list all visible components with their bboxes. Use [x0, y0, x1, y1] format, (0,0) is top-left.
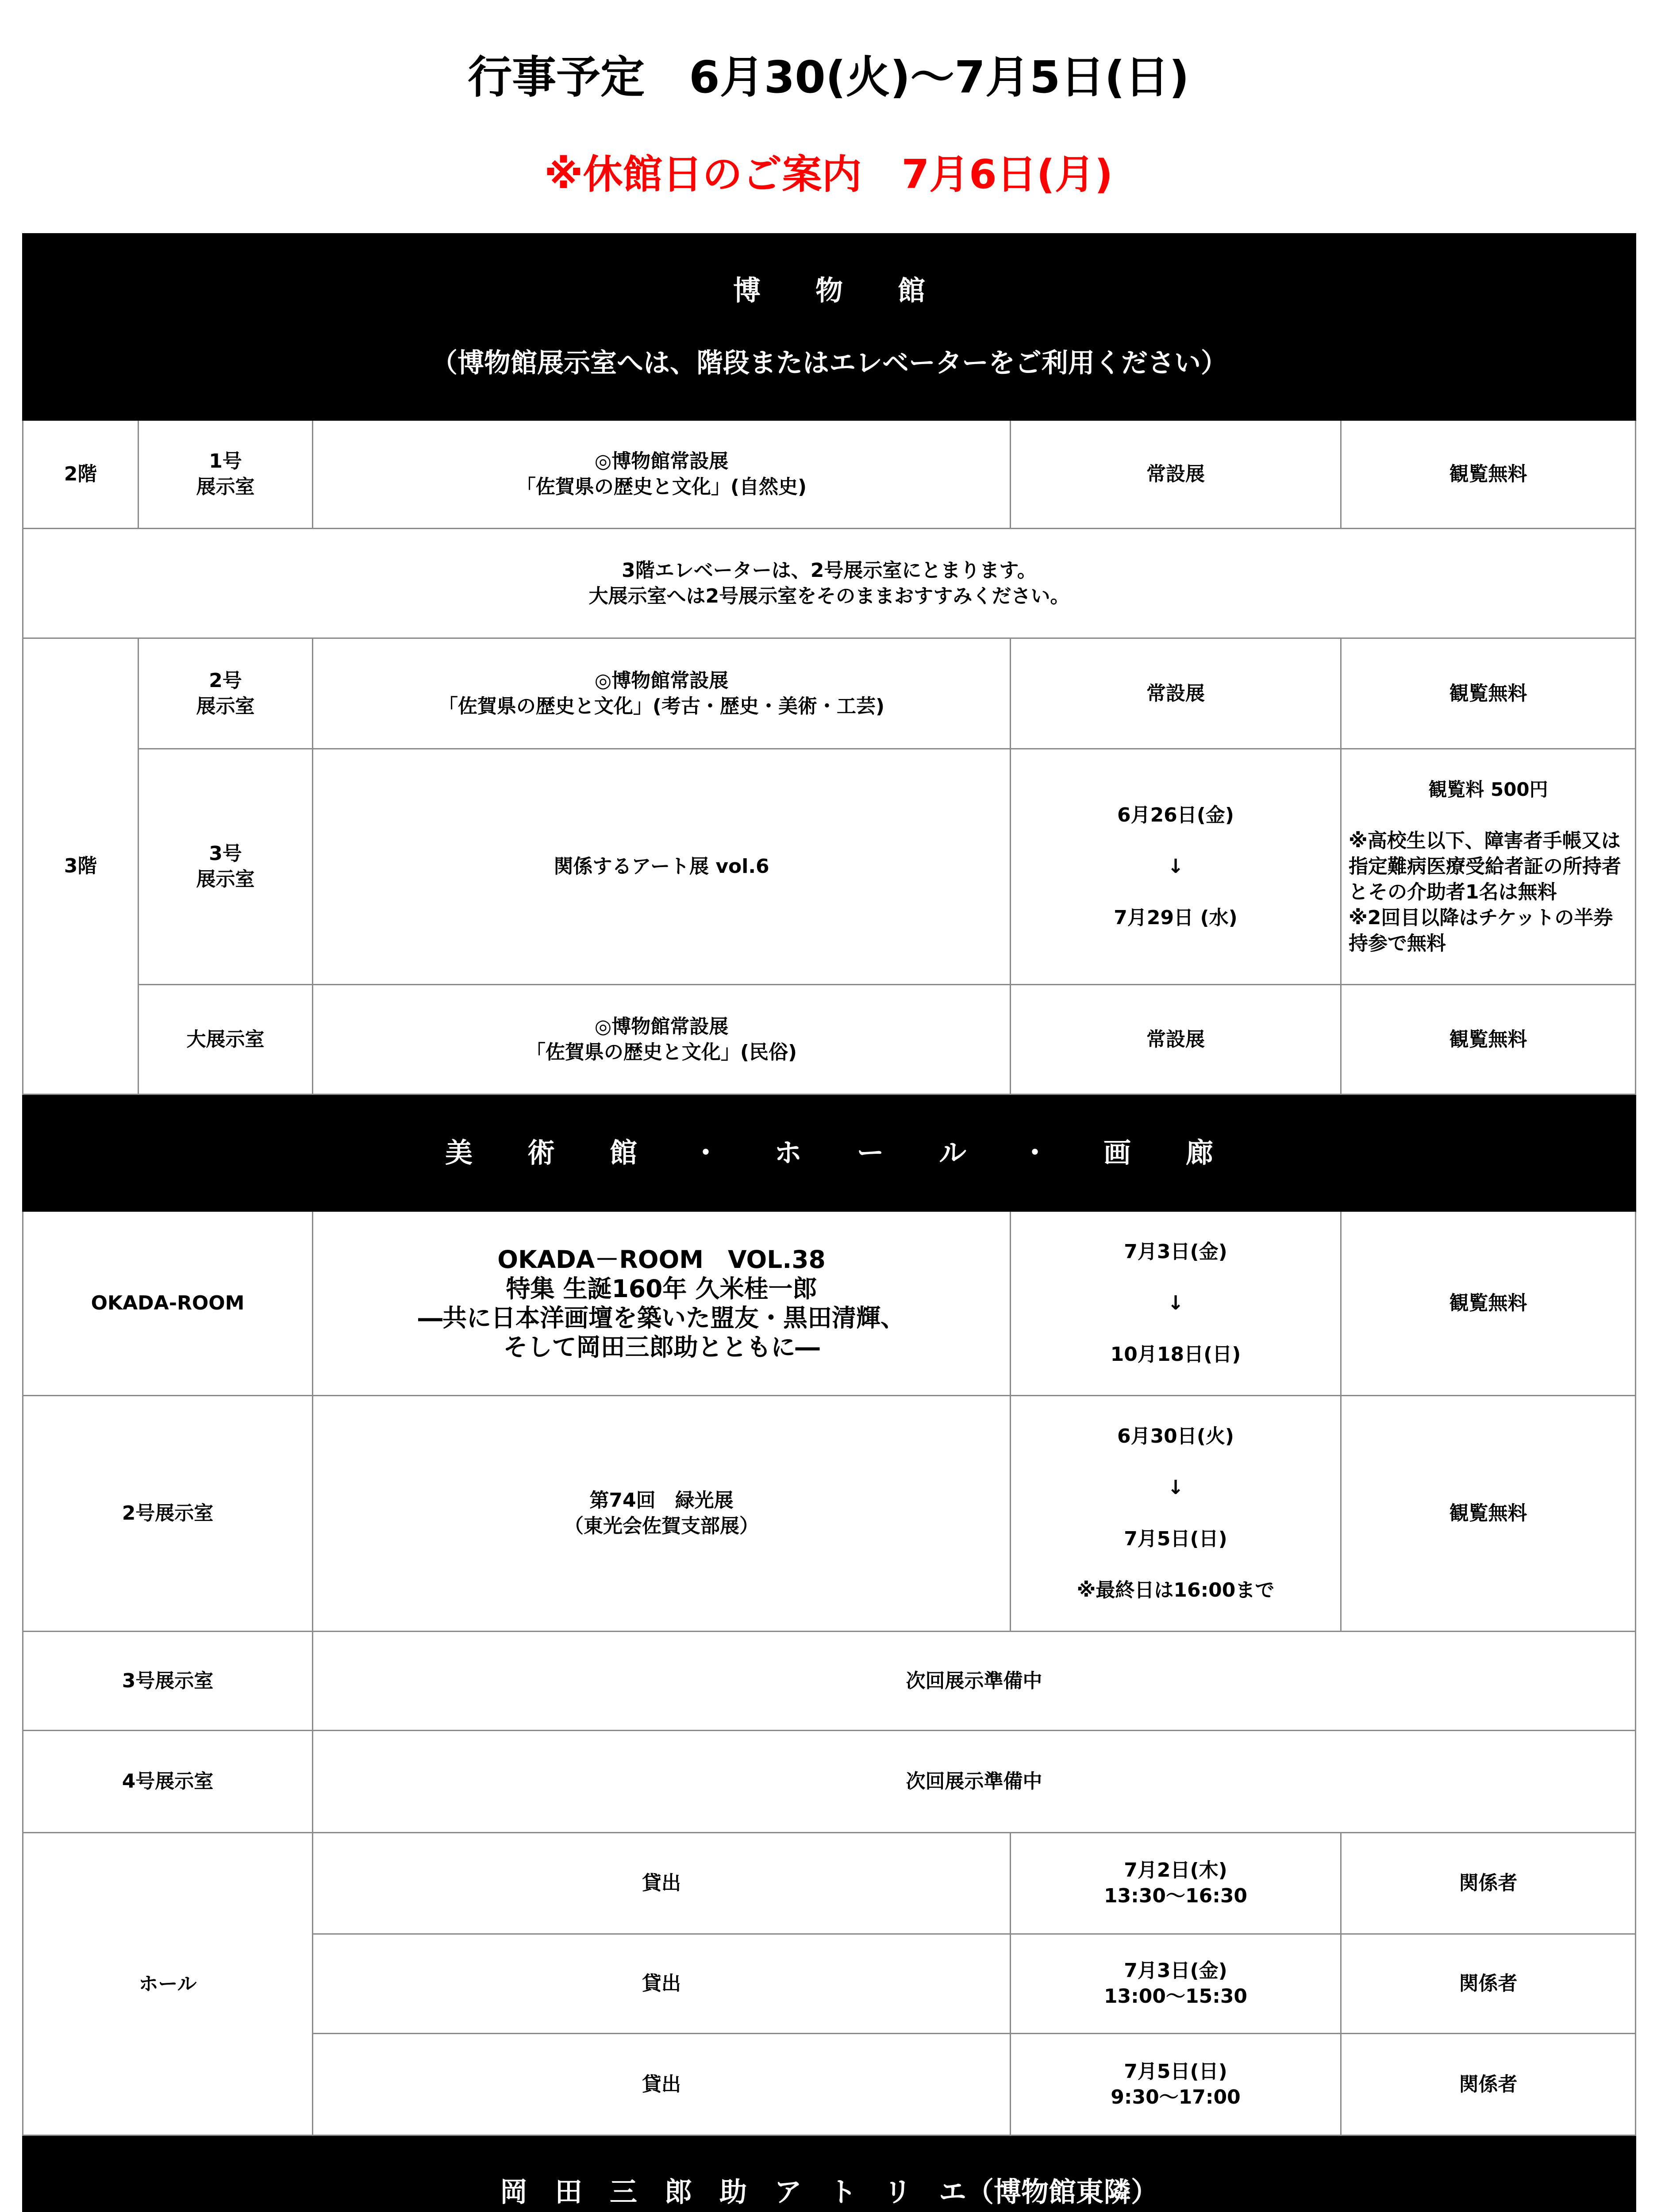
floor-label: 2階	[23, 420, 138, 529]
event-title: 貸出	[313, 1833, 1011, 1934]
table-row	[23, 1396, 1636, 1632]
table-row	[23, 1211, 1636, 1396]
exhibition-period: 常設展	[1011, 985, 1341, 1094]
period-start: 6月30日(火)	[1117, 1425, 1234, 1448]
event-audience: 関係者	[1341, 2034, 1636, 2135]
room-name: 4号展示室	[23, 1731, 313, 1833]
arrow-down-icon: ↓	[1167, 1292, 1184, 1314]
exhibition-period	[1011, 749, 1341, 985]
event-audience: 関係者	[1341, 1833, 1636, 1934]
page-title: 行事予定 6月30(火)～7月5日(日)	[468, 51, 1189, 103]
room-name: 1号 展示室	[138, 420, 313, 529]
event-datetime: 7月3日(金) 13:00～15:30	[1011, 1934, 1341, 2034]
table-row	[23, 985, 1636, 1094]
schedule-table	[22, 233, 1636, 2212]
exhibition-period	[1011, 1211, 1341, 1396]
period-end: 7月29日 (水)	[1114, 906, 1238, 929]
period-end: 7月5日(日)	[1124, 1528, 1227, 1550]
museum-section-header	[23, 234, 1636, 420]
exhibition-title: 第74回 緑光展 （東光会佐賀支部展）	[313, 1396, 1011, 1632]
event-datetime: 7月5日(日) 9:30～17:00	[1011, 2034, 1341, 2135]
closed-day-notice: ※休館日のご案内 7月6日(月)	[544, 151, 1113, 198]
table-row	[23, 749, 1636, 985]
admission-fee: 観覧無料	[1341, 1211, 1636, 1396]
admission-fee: 観覧無料	[1341, 638, 1636, 749]
museum-header-title: 博 物 館	[733, 274, 925, 307]
fee-amount: 観覧料 500円	[1428, 779, 1548, 800]
exhibition-title: ◎博物館常設展 「佐賀県の歴史と文化」(自然史)	[313, 420, 1011, 529]
museum-header-row	[23, 234, 1636, 420]
table-row	[23, 1731, 1636, 1833]
art-section-header: 美 術 館 ・ ホ ー ル ・ 画 廊	[23, 1094, 1636, 1211]
arrow-down-icon: ↓	[1167, 1476, 1184, 1499]
exhibition-title: 関係するアート展 vol.6	[313, 749, 1011, 985]
admission-fee: 観覧無料	[1341, 1396, 1636, 1632]
exhibition-title: ◎博物館常設展 「佐賀県の歴史と文化」(民俗)	[313, 985, 1011, 1094]
exhibition-period: 常設展	[1011, 420, 1341, 529]
period-note: ※最終日は16:00まで	[1076, 1579, 1275, 1601]
museum-header-subtitle: （博物館展示室へは、階段またはエレベーターをご利用ください）	[431, 348, 1227, 379]
room-name: 3号 展示室	[138, 749, 313, 985]
event-title: 貸出	[313, 1934, 1011, 2034]
art-header-row	[23, 1094, 1636, 1211]
table-row	[23, 1833, 1636, 1934]
admission-fee	[1341, 749, 1636, 985]
table-row	[23, 420, 1636, 529]
elevator-note: 3階エレベーターは、2号展示室にとまります。 大展示室へは2号展示室をそのままおすすみください。	[23, 529, 1636, 638]
room-name: 2号展示室	[23, 1396, 313, 1632]
room-name: 大展示室	[138, 985, 313, 1094]
atelier-header-title: 岡 田 三 郎 助 ア ト リ エ（博物館東隣）	[500, 2176, 1158, 2208]
table-row	[23, 529, 1636, 638]
table-row	[23, 1632, 1636, 1731]
arrow-down-icon: ↓	[1167, 855, 1184, 878]
table-row	[23, 638, 1636, 749]
period-start: 6月26日(金)	[1117, 804, 1234, 826]
admission-fee: 観覧無料	[1341, 420, 1636, 529]
admission-fee: 観覧無料	[1341, 985, 1636, 1094]
exhibition-title: ◎博物館常設展 「佐賀県の歴史と文化」(考古・歴史・美術・工芸)	[313, 638, 1011, 749]
period-start: 7月3日(金)	[1124, 1240, 1227, 1263]
room-status: 次回展示準備中	[313, 1632, 1636, 1731]
room-name: 3号展示室	[23, 1632, 313, 1731]
fee-notes: ※高校生以下、障害者手帳又は指定難病医療受給者証の所持者とその介助者1名は無料 ※2回目以降はチケットの半券持参で無料	[1349, 830, 1621, 955]
exhibition-title: OKADA－ROOM VOL.38 特集 生誕160年 久米桂一郎 ―共に日本洋画壇を築いた盟友・黒田清輝、 そして岡田三郎助とともに―	[313, 1211, 1011, 1396]
event-audience: 関係者	[1341, 1934, 1636, 2034]
atelier-header-row	[23, 2135, 1636, 2212]
exhibition-period	[1011, 1396, 1341, 1632]
exhibition-period: 常設展	[1011, 638, 1341, 749]
room-status: 次回展示準備中	[313, 1731, 1636, 1833]
room-name: OKADA-ROOM	[23, 1211, 313, 1396]
event-datetime: 7月2日(木) 13:30～16:30	[1011, 1833, 1341, 1934]
period-end: 10月18日(日)	[1110, 1343, 1241, 1366]
event-title: 貸出	[313, 2034, 1011, 2135]
floor-label: 3階	[23, 638, 138, 1094]
room-name: ホール	[23, 1833, 313, 2135]
room-name: 2号 展示室	[138, 638, 313, 749]
atelier-section-header	[23, 2135, 1636, 2212]
